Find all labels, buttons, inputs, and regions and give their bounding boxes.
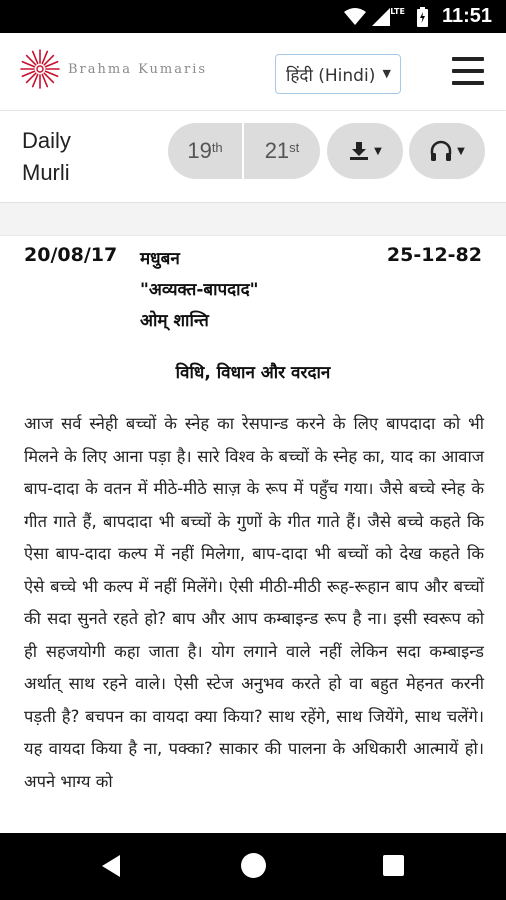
chevron-down-icon: ▼ xyxy=(374,145,382,157)
prev-day-button[interactable] xyxy=(168,123,244,179)
dropdown-caret-icon: ▼ xyxy=(382,67,391,80)
system-nav-bar xyxy=(0,833,506,900)
language-select-value: हिंदी (Hindi) xyxy=(286,65,376,86)
murli-original-date: 25-12-82 xyxy=(386,244,482,266)
status-bar xyxy=(0,0,506,33)
back-triangle-icon[interactable] xyxy=(102,855,120,877)
wifi-icon xyxy=(344,8,366,26)
headphones-icon xyxy=(429,140,453,162)
signal-icon xyxy=(372,8,390,26)
murli-heading-block xyxy=(140,244,258,337)
home-circle-icon[interactable] xyxy=(241,853,266,878)
next-day-number: 21 xyxy=(264,138,290,163)
prev-day-number: 19 xyxy=(187,138,212,163)
network-type-label: LTE xyxy=(390,7,405,16)
download-button[interactable] xyxy=(327,123,403,179)
recents-square-icon[interactable] xyxy=(383,855,404,876)
battery-charging-icon xyxy=(417,7,428,27)
hamburger-menu-icon[interactable] xyxy=(452,57,484,85)
download-icon xyxy=(348,140,370,162)
clock: 11:51 xyxy=(441,5,492,27)
murli-date: 20/08/17 xyxy=(24,244,118,266)
sun-rays-logo-icon xyxy=(20,49,60,89)
brahma-kumaris-logo[interactable] xyxy=(20,49,207,89)
murli-speaker: "अव्यक्त-बापदाद" xyxy=(140,280,259,300)
murli-content-area[interactable] xyxy=(0,203,506,833)
next-day-suffix: st xyxy=(289,139,300,155)
language-select[interactable] xyxy=(275,54,401,94)
date-nav-group xyxy=(168,123,320,179)
audio-button[interactable] xyxy=(409,123,485,179)
murli-title: विधि, विधान और वरदान xyxy=(175,363,331,383)
prev-day-suffix: th xyxy=(211,139,223,155)
page-title: Daily Murli xyxy=(22,128,71,185)
logo-text: Brahma Kumaris xyxy=(68,61,208,77)
murli-place: मधुबन xyxy=(140,249,180,269)
next-day-button[interactable] xyxy=(244,123,320,179)
app-header xyxy=(0,33,506,111)
murli-card xyxy=(0,235,506,833)
murli-greeting: ओम् शान्ति xyxy=(140,311,209,331)
chevron-down-icon: ▼ xyxy=(457,145,465,157)
murli-toolbar xyxy=(0,111,506,203)
murli-body-text: आज सर्व स्नेही बच्चों के स्नेह का रेसपान्ड करने के लिए बापदादा को भी मिलने के लिए आना पड़ा है। सारे विश्व के बच्चों के स्नेह का, याद का आवाज बाप-दादा के वतन में मीठे-मीठे साज़ के रूप में पहुँच गया। जैसे बच्चे स्नेह के गीत गाते हैं, बापदादा भी बच्चों के गुणों के गीत गाते हैं। जैसे बच्चे कहते कि ऐसा बाप-दादा कल्प में नहीं मिलेगा, बाप-दादा भी बच्चों को देख कहते कि ऐसे बच्चे भी कल्प में नहीं मिलेंगे। ऐसी मीठी-मीठी रूह-रूहान बाप और बच्चों की सदा सुनते रहते हो? बाप और आप कम्बाइन्ड रूप है ना। इसी स्वरूप को ही सहजयोगी कहा जाता है। योग लगाने वाले नहीं लेकिन सदा कम्बाइन्ड अर्थात् साथ रहने वाले। ऐसी स्टेज अनुभव करते हो वा बहुत मेहनत करनी पड़ती है? बचपन का वायदा क्या किया? साथ रहेंगे, साथ जियेंगे, साथ चलेंगे। यह वायदा किया है ना, पक्का? साकार की पालना के अधिकारी आत्मायें हो। अपने भाग्य को xyxy=(24,414,484,791)
